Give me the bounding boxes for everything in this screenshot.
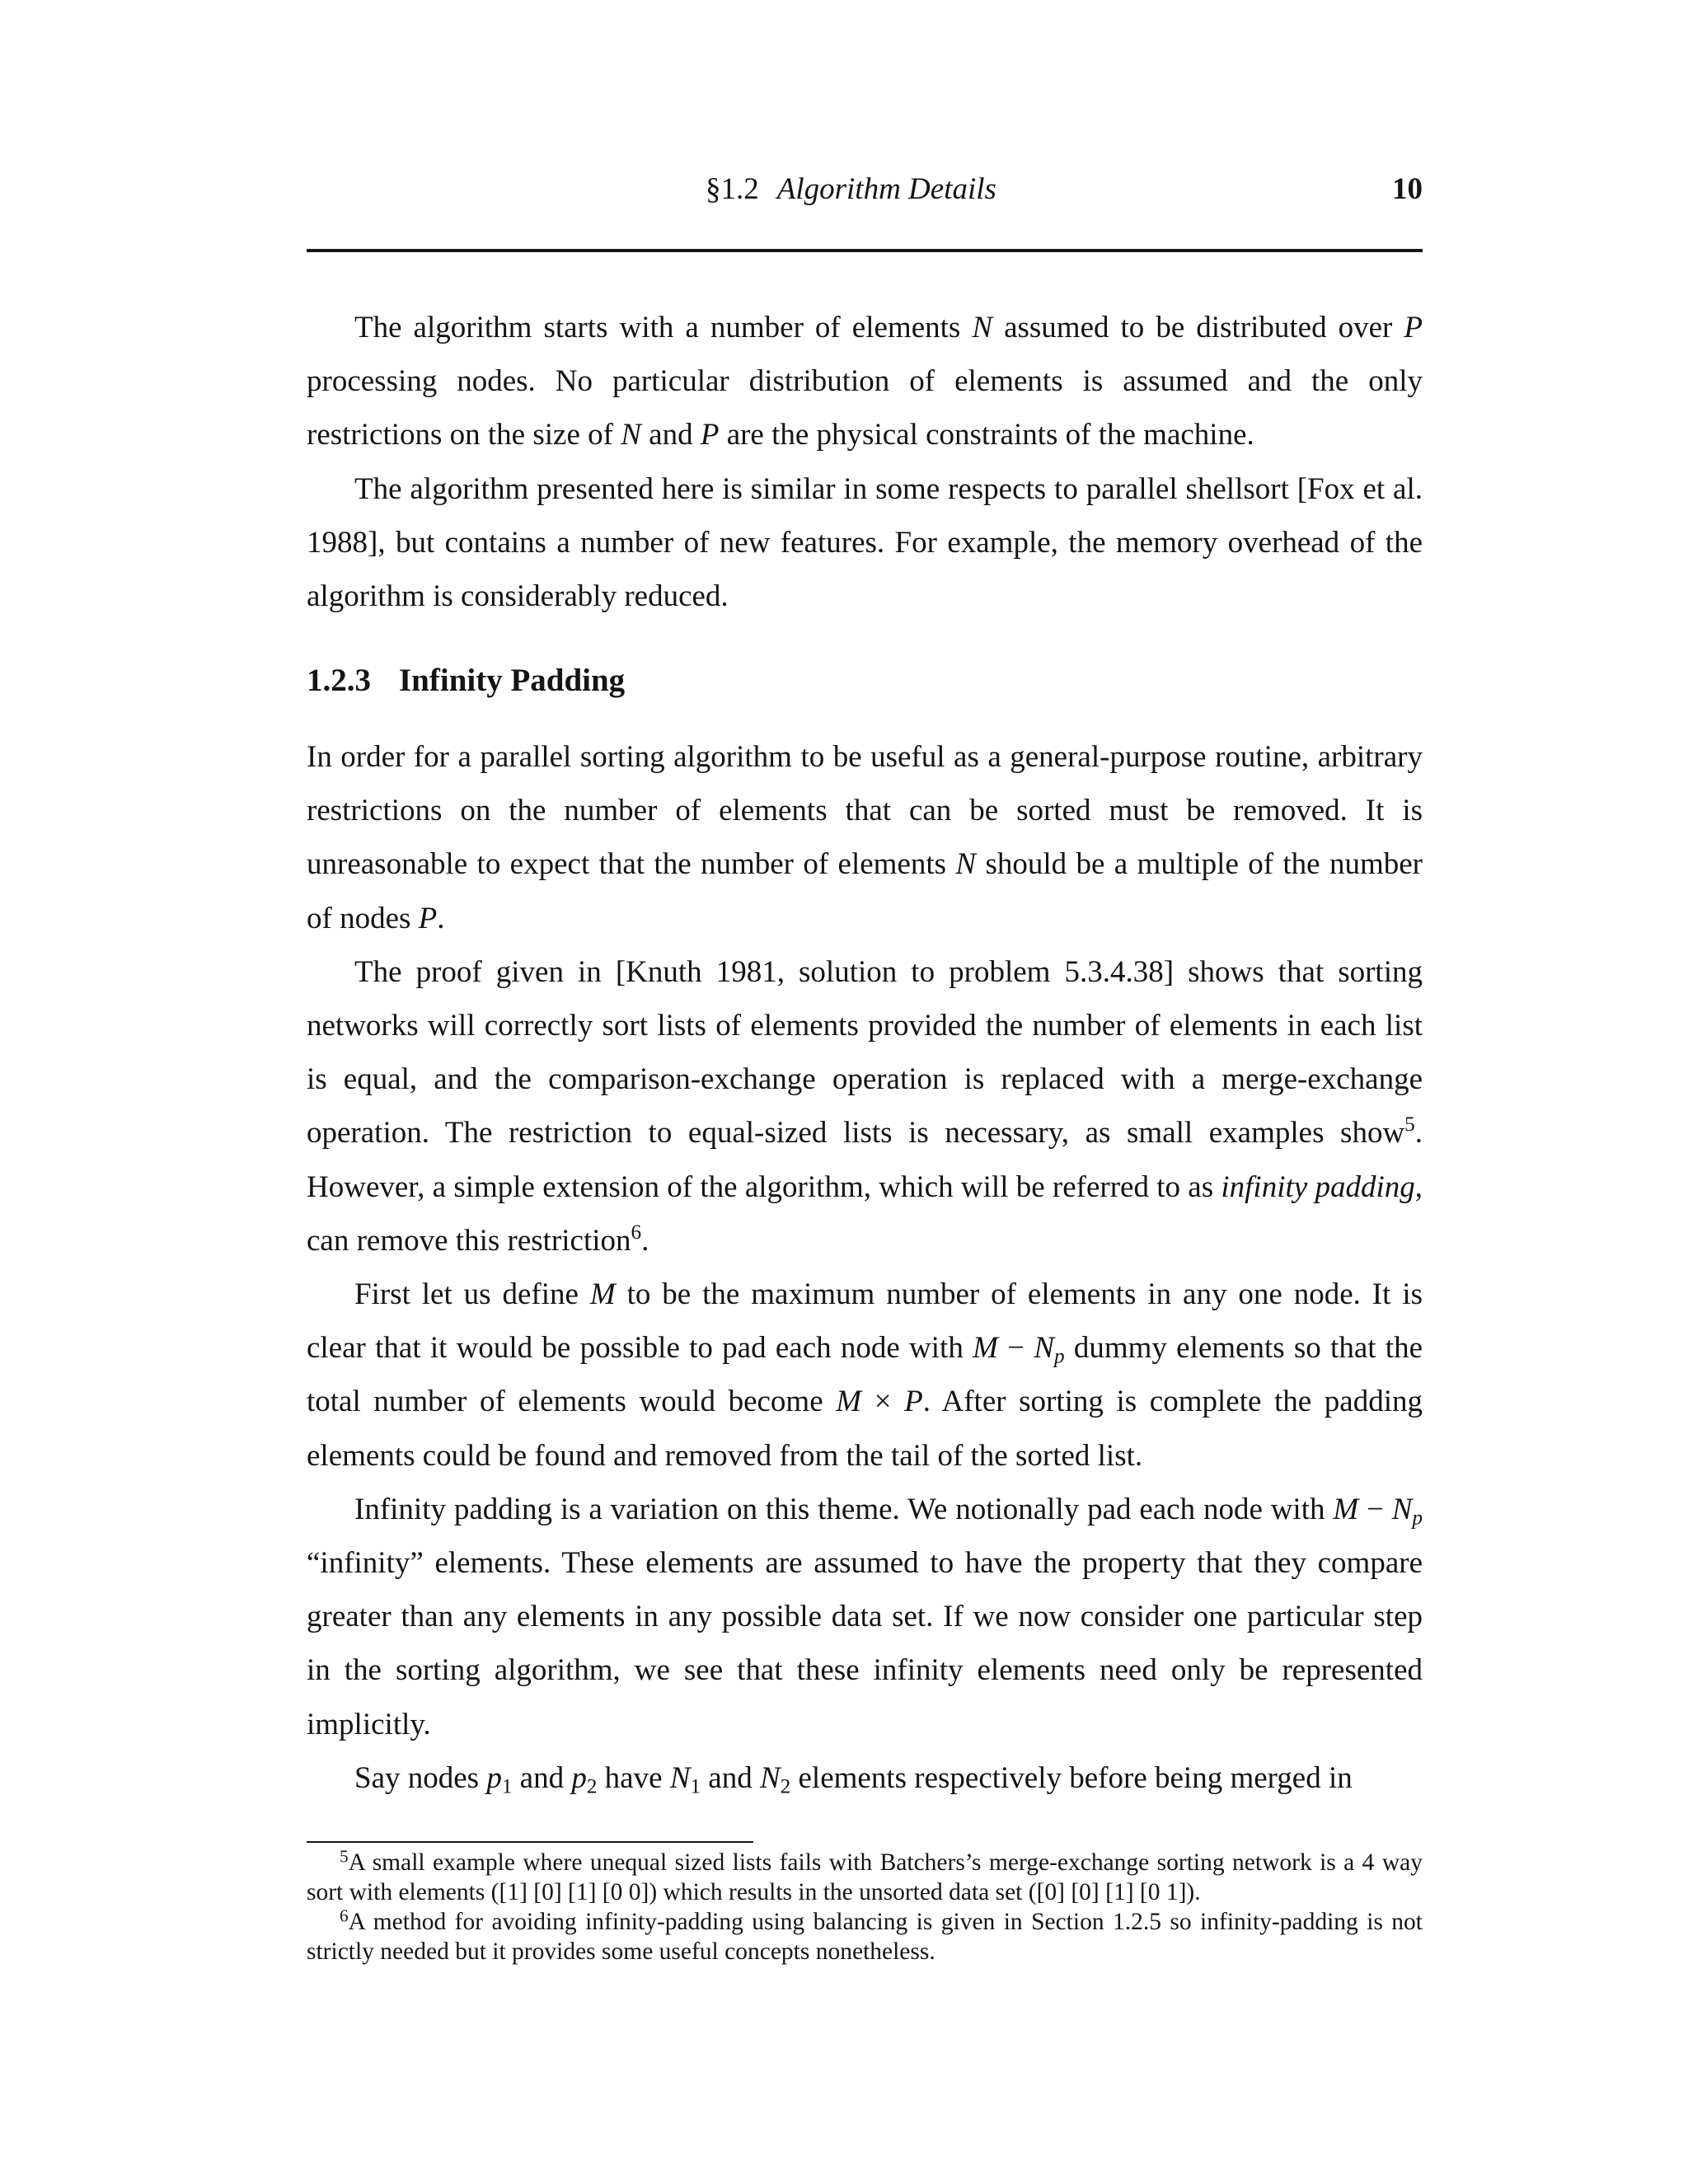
- text-run: . After sorting is complete the padding elements could be found and removed from the tail of the sorted list.: [307, 1385, 1423, 1473]
- paragraph-algorithm-start: [307, 301, 1423, 462]
- running-header: [706, 168, 996, 211]
- paragraph-infinity-variation: [307, 1483, 1423, 1751]
- math-var: M: [973, 1331, 998, 1366]
- math-operator: ×: [861, 1385, 905, 1419]
- infinity-padding-text: [307, 730, 1423, 1805]
- subsection-heading: [307, 656, 625, 705]
- text-run: First let us define: [354, 1277, 590, 1312]
- math-subscript: p: [1412, 1507, 1423, 1530]
- text-run: elements respectively before being merged in: [790, 1760, 1353, 1795]
- footnote-text: A method for avoiding infinity-padding using balancing is given in Section 1.2.5 so infinity-padding is not strictly needed but it provides some useful concepts nonetheless.: [307, 1909, 1423, 1965]
- math-var: p: [486, 1760, 502, 1795]
- footnote-6: [307, 1907, 1423, 1966]
- math-var: N: [759, 1760, 781, 1795]
- text-run: “infinity” elements. These elements are assumed to have the property that they compare greater than any elements in any possible data set. If we now consider one particular step in the sorting algorithm, we see that these infinity elements need only be represented implicitly.: [307, 1546, 1423, 1741]
- subsection-number: 1.2.3: [307, 663, 371, 698]
- footnote-text: A small example where unequal sized lists fails with Batchers’s merge-exchange sorting network is a 4 way sort with elements ([1] [0] [1] [0 0]) which results in the unsorted data set ([0] [0] [1] [0 1]).: [307, 1849, 1423, 1905]
- text-run: , can remove this restriction: [307, 1169, 1423, 1258]
- footnote-ref[interactable]: 5: [1404, 1113, 1415, 1137]
- header-rule: [307, 249, 1423, 252]
- math-var: P: [418, 901, 438, 935]
- math-var: P: [700, 418, 720, 452]
- text-run: and: [701, 1760, 760, 1795]
- paragraph-say-nodes: [307, 1751, 1423, 1805]
- text-run: to be the maximum number of elements in any one node. It is clear that it would be possible to pad each node with: [307, 1277, 1423, 1366]
- footnote-mark: 6: [340, 1905, 349, 1926]
- math-var: M: [589, 1277, 616, 1312]
- text-run: The proof given in [Knuth 1981, solution to problem 5.3.4.38] shows that sorting networks will correctly sort lists of elements provided the number of elements in each list is equal, and the comparison-exchange operation is replaced with a merge-exchange operation. The restriction to equal-sized lists is necessary, as small examples show: [307, 954, 1423, 1151]
- text-run: should be a multiple of the number of nodes: [307, 847, 1423, 935]
- footnote-ref[interactable]: 6: [631, 1221, 642, 1244]
- paragraph-shellsort: The algorithm presented here is similar in some respects to parallel shellsort [Fox et al. 1988], but contains a number of new features. For example, the memory overhead of the algorithm is considerably reduced.: [307, 471, 1423, 614]
- text-run: Infinity padding is a variation on this theme. We notionally pad each node with: [354, 1492, 1334, 1526]
- subsection-title: Infinity Padding: [399, 663, 626, 698]
- text-run: .: [437, 901, 445, 935]
- text-run: processing nodes. No particular distribution of elements is assumed and the only restrictions on the size of: [307, 364, 1423, 452]
- math-operator: −: [997, 1331, 1034, 1366]
- page-number: 10: [1392, 172, 1423, 206]
- text-run: assumed to be distributed over: [992, 311, 1404, 344]
- text-run: dummy elements so that the total number of elements would become: [307, 1331, 1423, 1419]
- text-run: and: [512, 1760, 572, 1795]
- text-run: The algorithm starts with a number of elements: [354, 311, 973, 344]
- math-subscript: 1: [501, 1775, 513, 1798]
- math-var: P: [1404, 311, 1423, 344]
- math-subscript: 2: [586, 1775, 598, 1798]
- text-run: Say nodes: [354, 1760, 487, 1795]
- text-run: . However, a simple extension of the algorithm, which will be referred to as: [307, 1116, 1423, 1204]
- footnote-rule: [307, 1841, 753, 1843]
- text-run: .: [641, 1223, 649, 1258]
- text-run: In order for a parallel sorting algorithm to be useful as a general-purpose routine, arbitrary restrictions on the number of elements that can be sorted must be removed. It is unreasonable to expect that the number of elements: [307, 740, 1423, 882]
- paragraph-knuth-proof: [307, 945, 1423, 1268]
- math-var: N: [621, 418, 641, 452]
- math-operator: −: [1358, 1492, 1392, 1526]
- paragraph-define-m: [307, 1268, 1423, 1483]
- header-section-title: Algorithm Details: [776, 172, 996, 206]
- footnote-mark: 5: [340, 1846, 349, 1867]
- math-var: M: [836, 1385, 862, 1419]
- math-subscript: 2: [780, 1775, 791, 1798]
- math-var: M: [1333, 1492, 1359, 1526]
- math-var: p: [571, 1760, 587, 1795]
- math-var: N: [1391, 1492, 1413, 1526]
- paragraph-restrictions: [307, 730, 1423, 945]
- footnotes: [307, 1848, 1423, 1966]
- emphasis: infinity padding: [1221, 1169, 1415, 1204]
- text-run: are the physical constraints of the machine.: [719, 418, 1254, 452]
- footnote-5: [307, 1848, 1423, 1907]
- math-subscript: p: [1054, 1345, 1065, 1368]
- text-run: and: [640, 418, 701, 452]
- text-run: have: [597, 1760, 670, 1795]
- math-subscript: 1: [690, 1775, 701, 1798]
- math-var: N: [972, 311, 993, 344]
- intro-text: [307, 301, 1423, 623]
- math-var: N: [955, 847, 977, 882]
- math-var: N: [1034, 1331, 1054, 1366]
- math-var: P: [904, 1385, 923, 1419]
- math-var: N: [669, 1760, 691, 1795]
- header-section-number: §1.2: [706, 172, 759, 206]
